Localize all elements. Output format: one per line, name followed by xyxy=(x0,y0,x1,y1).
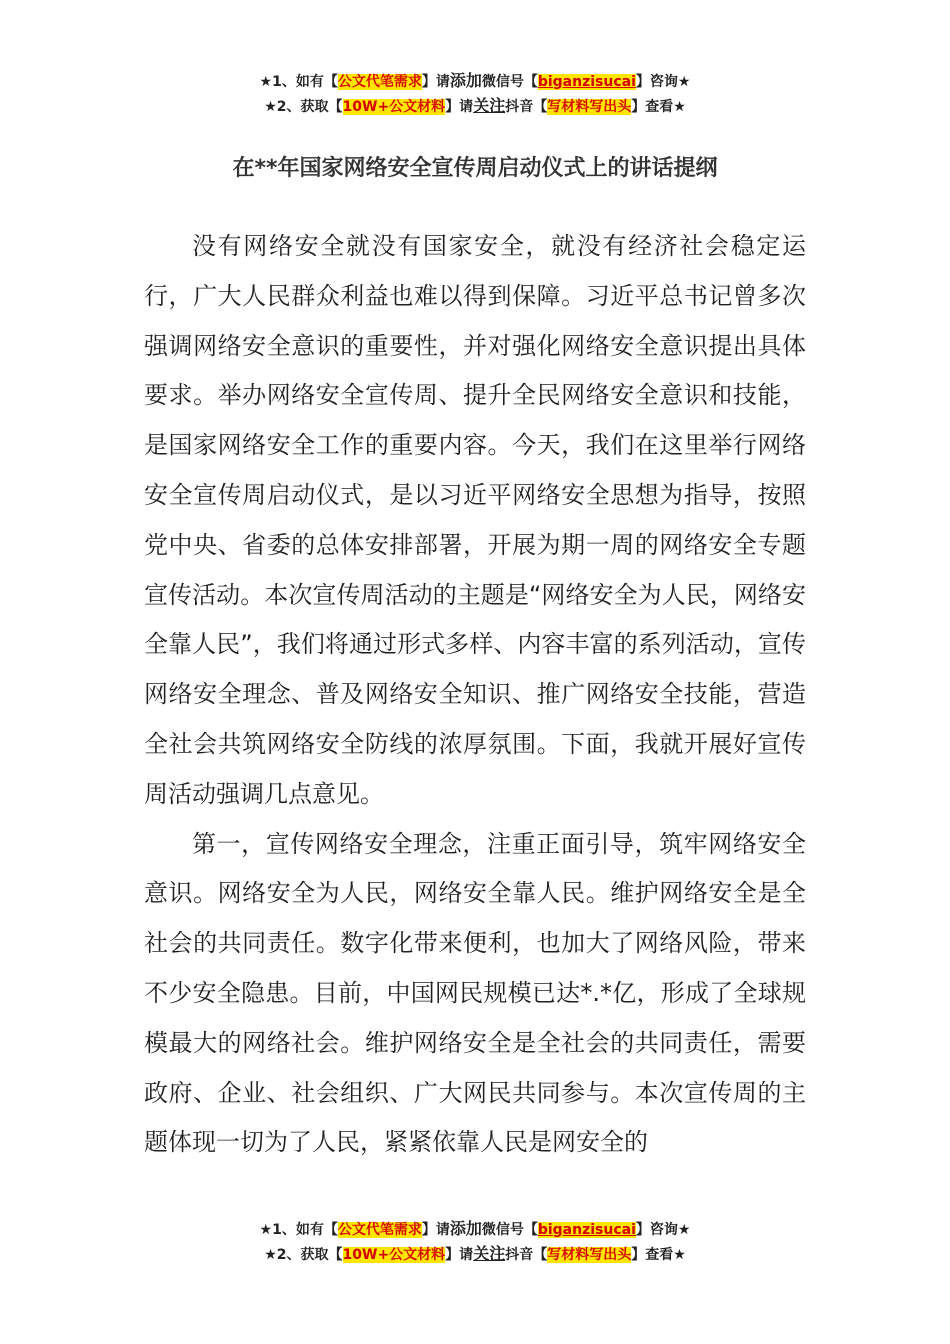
banner-text: ★2、获取【 xyxy=(264,1247,343,1263)
banner-emphasis: 关注 xyxy=(473,1244,506,1263)
materials-highlight: 10W+公文材料 xyxy=(342,99,446,115)
paragraph: 没有网络安全就没有国家安全，就没有经济社会稳定运行，广大人民群众利益也难以得到保障。习近平总书记曾多次强调网络安全意识的重要性，并对强化网络安全意识提出具体要求。举办网络安全宣传周、提升全民网络安全意识和技能，是国家网络安全工作的重要内容。今天，我们在这里举行网络安全宣传周启动仪式，是以习近平网络安全思想为指导，按照党中央、省委的总体安排部署，开展为期一周的网络安全专题宣传活动。本次宣传周活动的主题是“网络安全为人民，网络安全靠人民”，我们将通过形式多样、内容丰富的系列活动，宣传网络安全理念、普及网络安全知识、推广网络安全技能，营造全社会共筑网络安全防线的浓厚氛围。下面，我就开展好宣传周活动强调几点意见。 xyxy=(144,232,806,808)
douyin-account-highlight: 写材料写出头 xyxy=(547,1247,632,1263)
banner-emphasis: 添加 xyxy=(449,71,482,90)
banner-text: 】请 xyxy=(421,74,450,90)
banner-text: 】请 xyxy=(445,99,474,115)
banner-text: ★1、如有【 xyxy=(259,1222,338,1238)
banner-text: 】请 xyxy=(445,1247,474,1263)
materials-highlight: 10W+公文材料 xyxy=(342,1247,446,1263)
document-body xyxy=(144,222,806,1168)
banner-text: 】咨询★ xyxy=(635,1222,691,1238)
wechat-id-link[interactable]: biganzisucai xyxy=(537,1222,636,1238)
wechat-id-link[interactable]: biganzisucai xyxy=(537,74,636,90)
banner-text: 】咨询★ xyxy=(635,74,691,90)
service-highlight: 公文代笔需求 xyxy=(337,74,422,90)
footer-banner xyxy=(0,1217,950,1267)
banner-line-2 xyxy=(0,1242,950,1267)
banner-text: 抖音【 xyxy=(505,1247,548,1263)
banner-emphasis: 添加 xyxy=(449,1219,482,1238)
banner-text: ★2、获取【 xyxy=(264,99,343,115)
service-highlight: 公文代笔需求 xyxy=(337,1222,422,1238)
paragraph: 第一，宣传网络安全理念，注重正面引导，筑牢网络安全意识。网络安全为人民，网络安全靠人民。维护网络安全是全社会的共同责任。数字化带来便利，也加大了网络风险，带来不少安全隐患。目前，中国网民规模已达*.*亿，形成了全球规模最大的网络社会。维护网络安全是全社会的共同责任，需要政府、企业、社会组织、广大网民共同参与。本次宣传周的主题体现一切为了人民，紧紧依靠人民是网安全的 xyxy=(144,829,806,1157)
banner-text: 微信号【 xyxy=(481,74,538,90)
banner-emphasis: 关注 xyxy=(473,96,506,115)
banner-text: 抖音【 xyxy=(505,99,548,115)
banner-line-1 xyxy=(0,1217,950,1242)
banner-text: 微信号【 xyxy=(481,1222,538,1238)
banner-text: 】查看★ xyxy=(631,1247,686,1263)
header-banner xyxy=(0,69,950,119)
douyin-account-highlight: 写材料写出头 xyxy=(547,99,632,115)
banner-text: 】查看★ xyxy=(631,99,686,115)
document-title: 在**年国家网络安全宣传周启动仪式上的讲话提纲 xyxy=(232,156,718,181)
banner-line-1 xyxy=(0,69,950,94)
banner-line-2 xyxy=(0,94,950,119)
banner-text: 】请 xyxy=(421,1222,450,1238)
banner-text: ★1、如有【 xyxy=(259,74,338,90)
